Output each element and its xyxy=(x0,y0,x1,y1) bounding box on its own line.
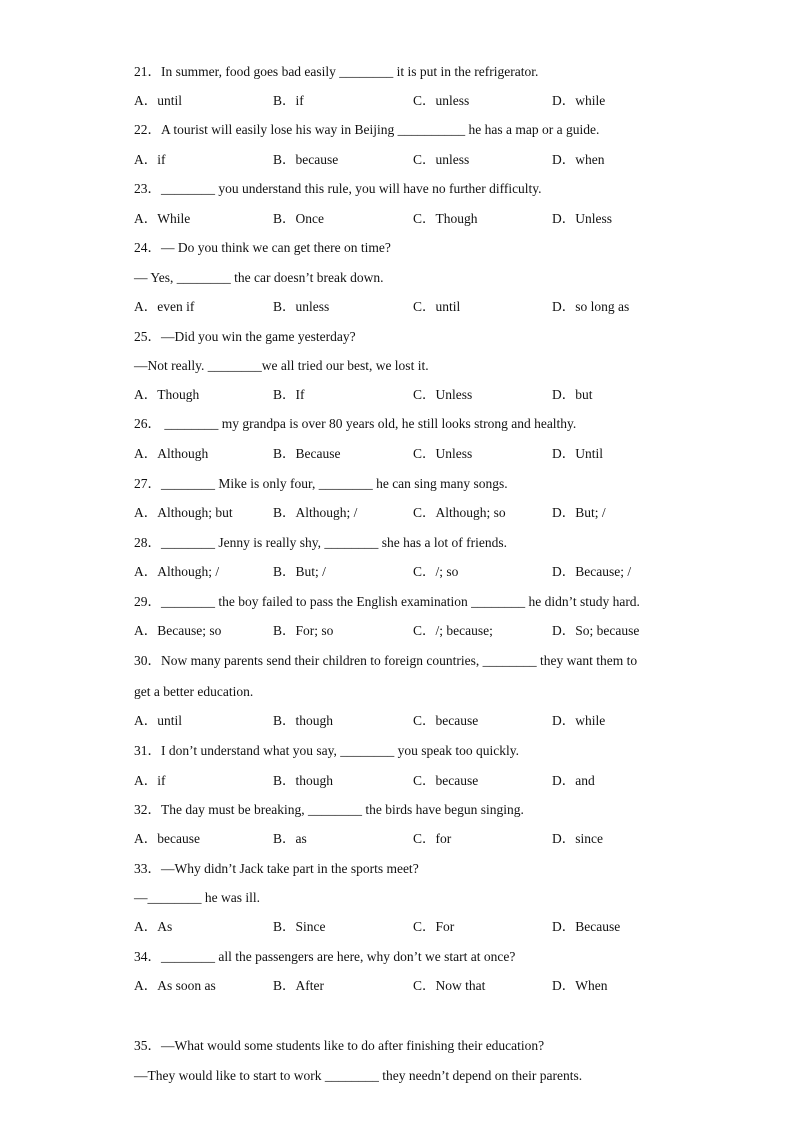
question-stem: 22．A tourist will easily lose his way in Beijing __________ he has a map or a guide. xyxy=(134,122,600,137)
question-stem: 26． ________ my grandpa is over 80 years old, he still looks strong and healthy. xyxy=(134,416,577,431)
option-d: D．Unless xyxy=(552,211,612,226)
option-b: B．because xyxy=(273,152,339,167)
option-b: B．as xyxy=(273,831,307,846)
options-row xyxy=(0,93,666,109)
question-stem: 34．________ all the passengers are here, why don’t we start at once? xyxy=(134,949,516,964)
options-row xyxy=(0,152,666,168)
options-row xyxy=(0,505,666,521)
option-b: B．Since xyxy=(273,919,326,934)
question-stem-continued: get a better education. xyxy=(134,684,254,699)
option-c: C．For xyxy=(413,919,455,934)
option-c: C．Although; so xyxy=(413,505,506,520)
option-c: C．Now that xyxy=(413,978,486,993)
option-b: B．Because xyxy=(273,446,341,461)
option-d: D．But; / xyxy=(552,505,606,520)
options-row xyxy=(0,446,666,462)
option-b: B．if xyxy=(273,93,304,108)
options-row xyxy=(0,299,666,315)
option-c: C．/; so xyxy=(413,564,459,579)
option-c: C．until xyxy=(413,299,461,314)
option-d: D．since xyxy=(552,831,603,846)
option-c: C．Unless xyxy=(413,387,473,402)
option-d: D．When xyxy=(552,978,608,993)
options-row xyxy=(0,773,666,789)
option-d: D．and xyxy=(552,773,595,788)
option-b: B．though xyxy=(273,713,334,728)
option-c: C．unless xyxy=(413,93,470,108)
options-row xyxy=(0,623,666,639)
option-a: A．As xyxy=(134,919,173,934)
question-stem: 35．—What would some students like to do after finishing their education? xyxy=(134,1038,545,1053)
option-d: D．but xyxy=(552,387,593,402)
option-c: C．unless xyxy=(413,152,470,167)
option-d: D．while xyxy=(552,713,606,728)
option-d: D．so long as xyxy=(552,299,630,314)
options-row xyxy=(0,387,666,403)
option-b: B．For; so xyxy=(273,623,334,638)
option-a: A．if xyxy=(134,773,166,788)
question-stem: 27．________ Mike is only four, ________ he can sing many songs. xyxy=(134,476,508,491)
options-row xyxy=(0,978,666,994)
option-d: D．Because; / xyxy=(552,564,632,579)
question-stem: 30．Now many parents send their children to foreign countries, ________ they want them to xyxy=(134,653,638,668)
option-b: B．After xyxy=(273,978,324,993)
question-stem: 32．The day must be breaking, ________ the birds have begun singing. xyxy=(134,802,524,817)
option-b: B．Once xyxy=(273,211,324,226)
option-a: A．Although xyxy=(134,446,209,461)
options-row xyxy=(0,211,666,227)
option-b: B．Although; / xyxy=(273,505,358,520)
option-b: B．But; / xyxy=(273,564,326,579)
option-b: B．though xyxy=(273,773,334,788)
option-a: A．Although; / xyxy=(134,564,220,579)
question-stem: 28．________ Jenny is really shy, ________ she has a lot of friends. xyxy=(134,535,507,550)
option-d: D．Until xyxy=(552,446,604,461)
option-a: A．Because; so xyxy=(134,623,222,638)
option-c: C．Though xyxy=(413,211,478,226)
options-row xyxy=(0,564,666,580)
question-stem-continued: — Yes, ________ the car doesn’t break down. xyxy=(134,270,384,285)
option-c: C．/; because; xyxy=(413,623,493,638)
question-stem: 25．—Did you win the game yesterday? xyxy=(134,329,356,344)
question-stem: 23．________ you understand this rule, you will have no further difficulty. xyxy=(134,181,542,196)
question-stem: 33．—Why didn’t Jack take part in the sports meet? xyxy=(134,861,419,876)
option-d: D．when xyxy=(552,152,605,167)
question-stem-continued: —________ he was ill. xyxy=(134,890,260,905)
question-stem: 24．— Do you think we can get there on time? xyxy=(134,240,391,255)
option-a: A．Although; but xyxy=(134,505,233,520)
option-b: B．If xyxy=(273,387,305,402)
option-c: C．for xyxy=(413,831,452,846)
question-stem: 21．In summer, food goes bad easily ________ it is put in the refrigerator. xyxy=(134,64,539,79)
option-a: A．even if xyxy=(134,299,195,314)
option-d: D．Because xyxy=(552,919,621,934)
option-a: A．because xyxy=(134,831,200,846)
option-c: C．Unless xyxy=(413,446,473,461)
question-stem-continued: —Not really. ________we all tried our best, we lost it. xyxy=(134,358,429,373)
option-a: A．While xyxy=(134,211,191,226)
question-stem: 29．________ the boy failed to pass the English examination ________ he didn’t study hard. xyxy=(134,594,640,609)
option-b: B．unless xyxy=(273,299,330,314)
option-c: C．because xyxy=(413,773,479,788)
option-a: A．As soon as xyxy=(134,978,216,993)
options-row xyxy=(0,831,666,847)
question-stem-continued: —They would like to start to work ________ they needn’t depend on their parents. xyxy=(134,1068,583,1083)
option-a: A．until xyxy=(134,93,183,108)
option-a: A．if xyxy=(134,152,166,167)
options-row xyxy=(0,919,666,935)
options-row xyxy=(0,713,666,729)
question-stem: 31．I don’t understand what you say, ________ you speak too quickly. xyxy=(134,743,519,758)
option-a: A．until xyxy=(134,713,183,728)
option-c: C．because xyxy=(413,713,479,728)
option-d: D．So; because xyxy=(552,623,640,638)
option-a: A．Though xyxy=(134,387,200,402)
option-d: D．while xyxy=(552,93,606,108)
